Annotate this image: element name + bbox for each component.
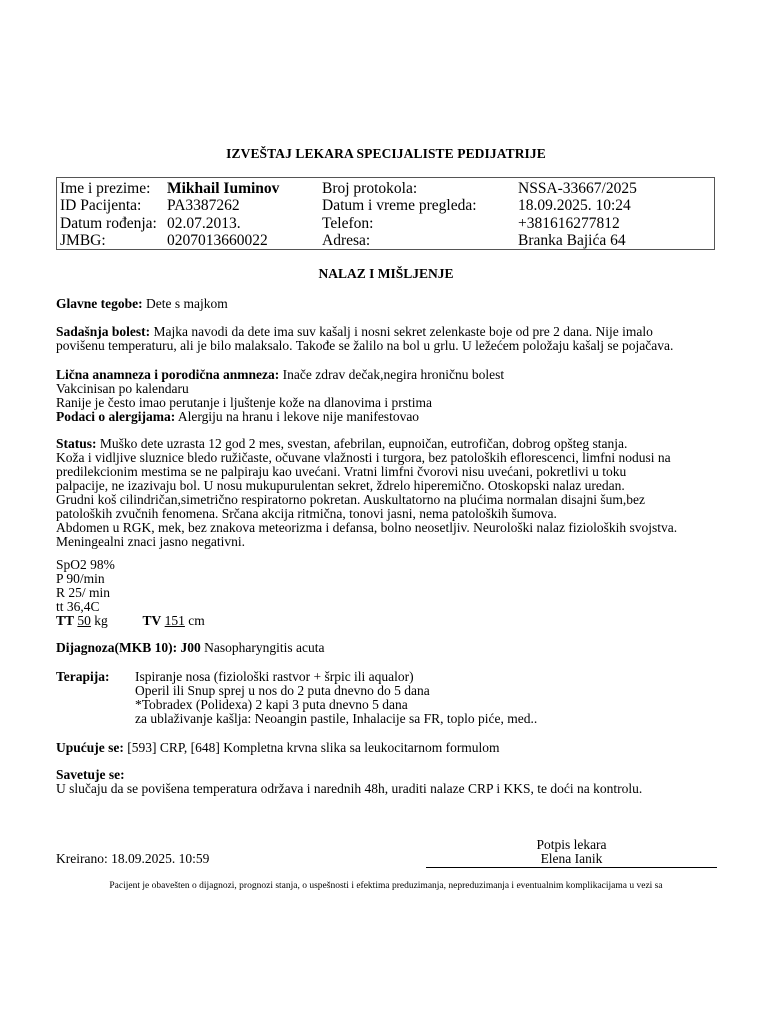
anamnesis-line: Inače zdrav dečak,negira hroničnu bolest [282,367,505,382]
report-title: IZVEŠTAJ LEKARA SPECIJALISTE PEDIJATRIJE [226,146,546,161]
signature-line [426,867,717,868]
anamnesis-section [56,368,721,424]
height-label: TV [142,613,162,628]
status-line: patoloških zvučnih fenomena. Srčana akcija ritmična, tonovi jasni, nema patoloških šumova. [56,506,557,521]
therapy-line: *Tobradex (Polidexa) 2 kapi 3 puta dnevno 5 dana [135,697,408,712]
protocol-label: Broj protokola: [322,180,418,197]
spo2-value: SpO2 98% [56,557,115,572]
advice-label: Savetuje se: [56,767,125,782]
exam-datetime-value: 18.09.2025. 10:24 [518,197,631,214]
advice-text: U slučaju da se povišena temperatura održava i narednih 48h, uraditi nalaze CRP i KKS, te doći na kontrolu. [56,781,643,796]
jmbg-label: JMBG: [60,232,106,249]
complaints-label: Glavne tegobe: [56,296,143,311]
therapy-label: Terapija: [56,669,110,684]
patient-id: PA3387262 [167,197,240,214]
status-line: Abdomen u RGK, mek, bez znakova meteorizma i defansa, bolno neosetljiv. Neurološki nalaz fizioloških svojstva. [56,520,678,535]
present-illness-label: Sadašnja bolest: [56,324,151,339]
phone-value: +381616277812 [518,215,620,232]
respiration-value: R 25/ min [56,585,111,600]
referral-section [56,741,721,755]
patient-id-label: ID Pacijenta: [60,197,142,214]
weight-unit: kg [94,613,108,628]
name-label: Ime i prezime: [60,180,151,197]
pulse-value: P 90/min [56,571,105,586]
diagnosis-label: Dijagnoza(MKB 10): [56,640,178,655]
complaints-text: Dete s majkom [146,296,228,311]
doctor-name: Elena Ianik [540,851,603,866]
status-line: Koža i vidljive sluznice bledo ružičaste, očuvane vlažnosti i turgora, bez patoloških eflorescenci, limfni nodusi na [56,450,671,465]
status-line: predilekcionim mestima se ne palpiraju kao uvećani. Vratni limfni čvorovi nisu uvećani, pokretlivi u toku [56,464,627,479]
signature-label: Potpis lekara [536,837,607,852]
allergies-label: Podaci o alergijama: [56,409,176,424]
weight-label: TT [56,613,75,628]
allergies-text: Alergiju na hranu i lekove nije manifestovao [177,409,420,424]
status-line: Meningealni znaci jasno negativni. [56,534,245,549]
dob-label: Datum rođenja: [60,215,157,232]
created-timestamp: Kreirano: 18.09.2025. 10:59 [56,851,210,866]
anamnesis-line: Vakcinisan po kalendaru [56,381,189,396]
address-label: Adresa: [322,232,371,249]
present-illness-line: povišenu temperaturu, ali je bilo malaksalo. Takođe se žalilo na bol u grlu. U ležećem položaju kašalj se pojačava. [56,338,674,353]
present-illness-section [56,325,721,353]
anamnesis-label: Lična anamneza i porodična anmneza: [56,367,280,382]
weight-value: 50 [77,613,91,628]
therapy-line: za ublaživanje kašlja: Neoangin pastile, Inhalacije sa FR, toplo piće, med.. [135,711,538,726]
dob-value: 02.07.2013. [167,215,241,232]
footer-disclaimer: Pacijent je obavešten o dijagnozi, prognozi stanja, o uspešnosti i efektima preduzimanja, nepreduzimanja i eventualnim komplikacijama u vezi sa [109,881,663,891]
patient-info-box [56,177,715,250]
diagnosis-code: J00 [180,640,201,655]
complaints-section [56,297,721,311]
protocol-value: NSSA-33667/2025 [518,180,637,197]
jmbg-value: 0207013660022 [167,232,268,249]
patient-name: Mikhail Iuminov [167,180,280,197]
status-line: Grudni koš cilindričan,simetrično respiratorno pokretan. Auskultatorno na plućima normalan disajni šum,bez [56,492,645,507]
status-line: palpacije, ne izazivaju bol. U nosu mukupurulentan sekret, ždrelo hiperemično. Otoskopski nalaz uredan. [56,478,625,493]
referral-label: Upućuje se: [56,740,124,755]
section-title: NALAZ I MIŠLJENJE [318,266,454,281]
status-label: Status: [56,436,97,451]
phone-label: Telefon: [322,215,374,232]
height-value: 151 [164,613,185,628]
temperature-value: tt 36,4C [56,599,100,614]
vitals-section [56,558,721,628]
therapy-line: Operil ili Snup sprej u nos do 2 puta dnevno do 5 dana [135,683,430,698]
address-value: Branka Bajića 64 [518,232,626,249]
weight-height-row [56,614,721,628]
therapy-line: Ispiranje nosa (fiziološki rastvor + šrpic ili aqualor) [135,669,414,684]
height-unit: cm [188,613,205,628]
status-section [56,437,721,549]
exam-datetime-label: Datum i vreme pregleda: [322,197,477,214]
diagnosis-text: Nasopharyngitis acuta [204,640,325,655]
referral-text: [593] CRP, [648] Kompletna krvna slika sa leukocitarnom formulom [127,740,500,755]
present-illness-line: Majka navodi da dete ima suv kašalj i nosni sekret zelenkaste boje od pre 2 dana. Nije imalo [153,324,653,339]
status-line: Muško dete uzrasta 12 god 2 mes, svestan, afebrilan, eupnoičan, eutrofičan, dobrog opšteg stanja. [99,436,628,451]
advice-section [56,768,721,796]
anamnesis-line: Ranije je često imao perutanje i ljuštenje kože na dlanovima i prstima [56,395,433,410]
diagnosis-section [56,641,721,655]
